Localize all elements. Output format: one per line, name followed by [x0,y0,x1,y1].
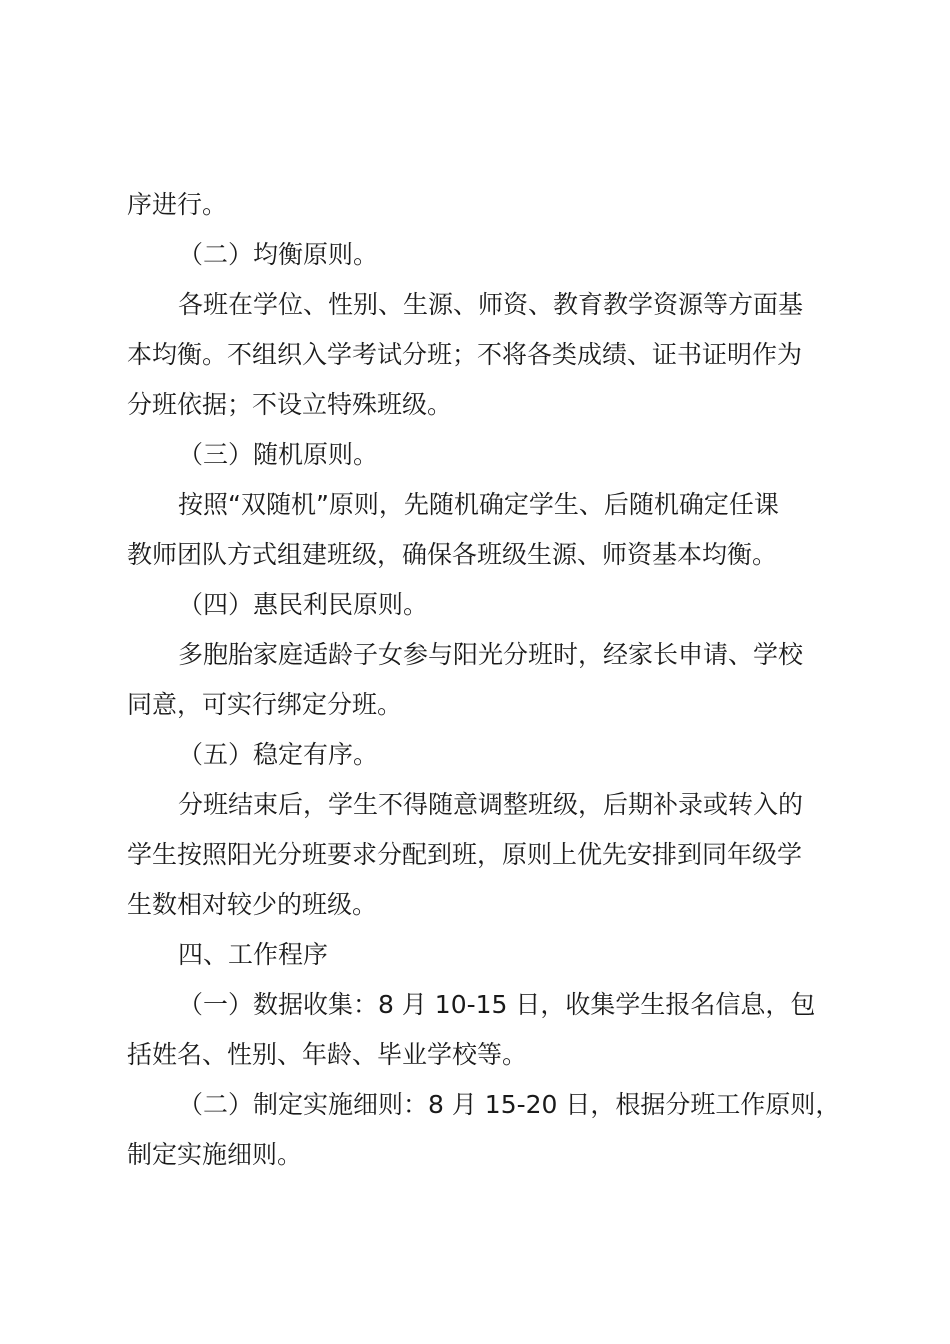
text-line: 教师团队方式组建班级，确保各班级生源、师资基本均衡。 [127,540,778,569]
text-line: 分班依据；不设立特殊班级。 [127,390,453,419]
text-line: 同意，可实行绑定分班。 [127,690,403,719]
text-line: （二）制定实施细则：8 月 15-20 日，根据分班工作原则， [178,1090,841,1119]
text-line: 本均衡。不组织入学考试分班；不将各类成绩、证书证明作为 [127,340,803,369]
text-line: 按照“双随机”原则，先随机确定学生、后随机确定任课 [178,490,779,519]
text-line: 括姓名、性别、年龄、毕业学校等。 [127,1040,528,1069]
section-heading-random: （三）随机原则。 [178,440,379,469]
section-heading-procedure: 四、工作程序 [178,940,329,969]
text-line: 学生按照阳光分班要求分配到班，原则上优先安排到同年级学 [127,840,803,869]
section-heading-balance: （二）均衡原则。 [178,240,379,269]
text-line: 多胞胎家庭适龄子女参与阳光分班时，经家长申请、学校 [178,640,804,669]
text-line: 制定实施细则。 [127,1140,303,1169]
text-line: （一）数据收集：8 月 10-15 日，收集学生报名信息，包 [178,990,816,1019]
text-line: 各班在学位、性别、生源、师资、教育教学资源等方面基 [178,290,804,319]
text-line: 分班结束后，学生不得随意调整班级，后期补录或转入的 [178,790,804,819]
section-heading-stable: （五）稳定有序。 [178,740,379,769]
text-line: 生数相对较少的班级。 [127,890,378,919]
section-heading-benefit: （四）惠民利民原则。 [178,590,429,619]
text-line: 序进行。 [127,190,228,219]
